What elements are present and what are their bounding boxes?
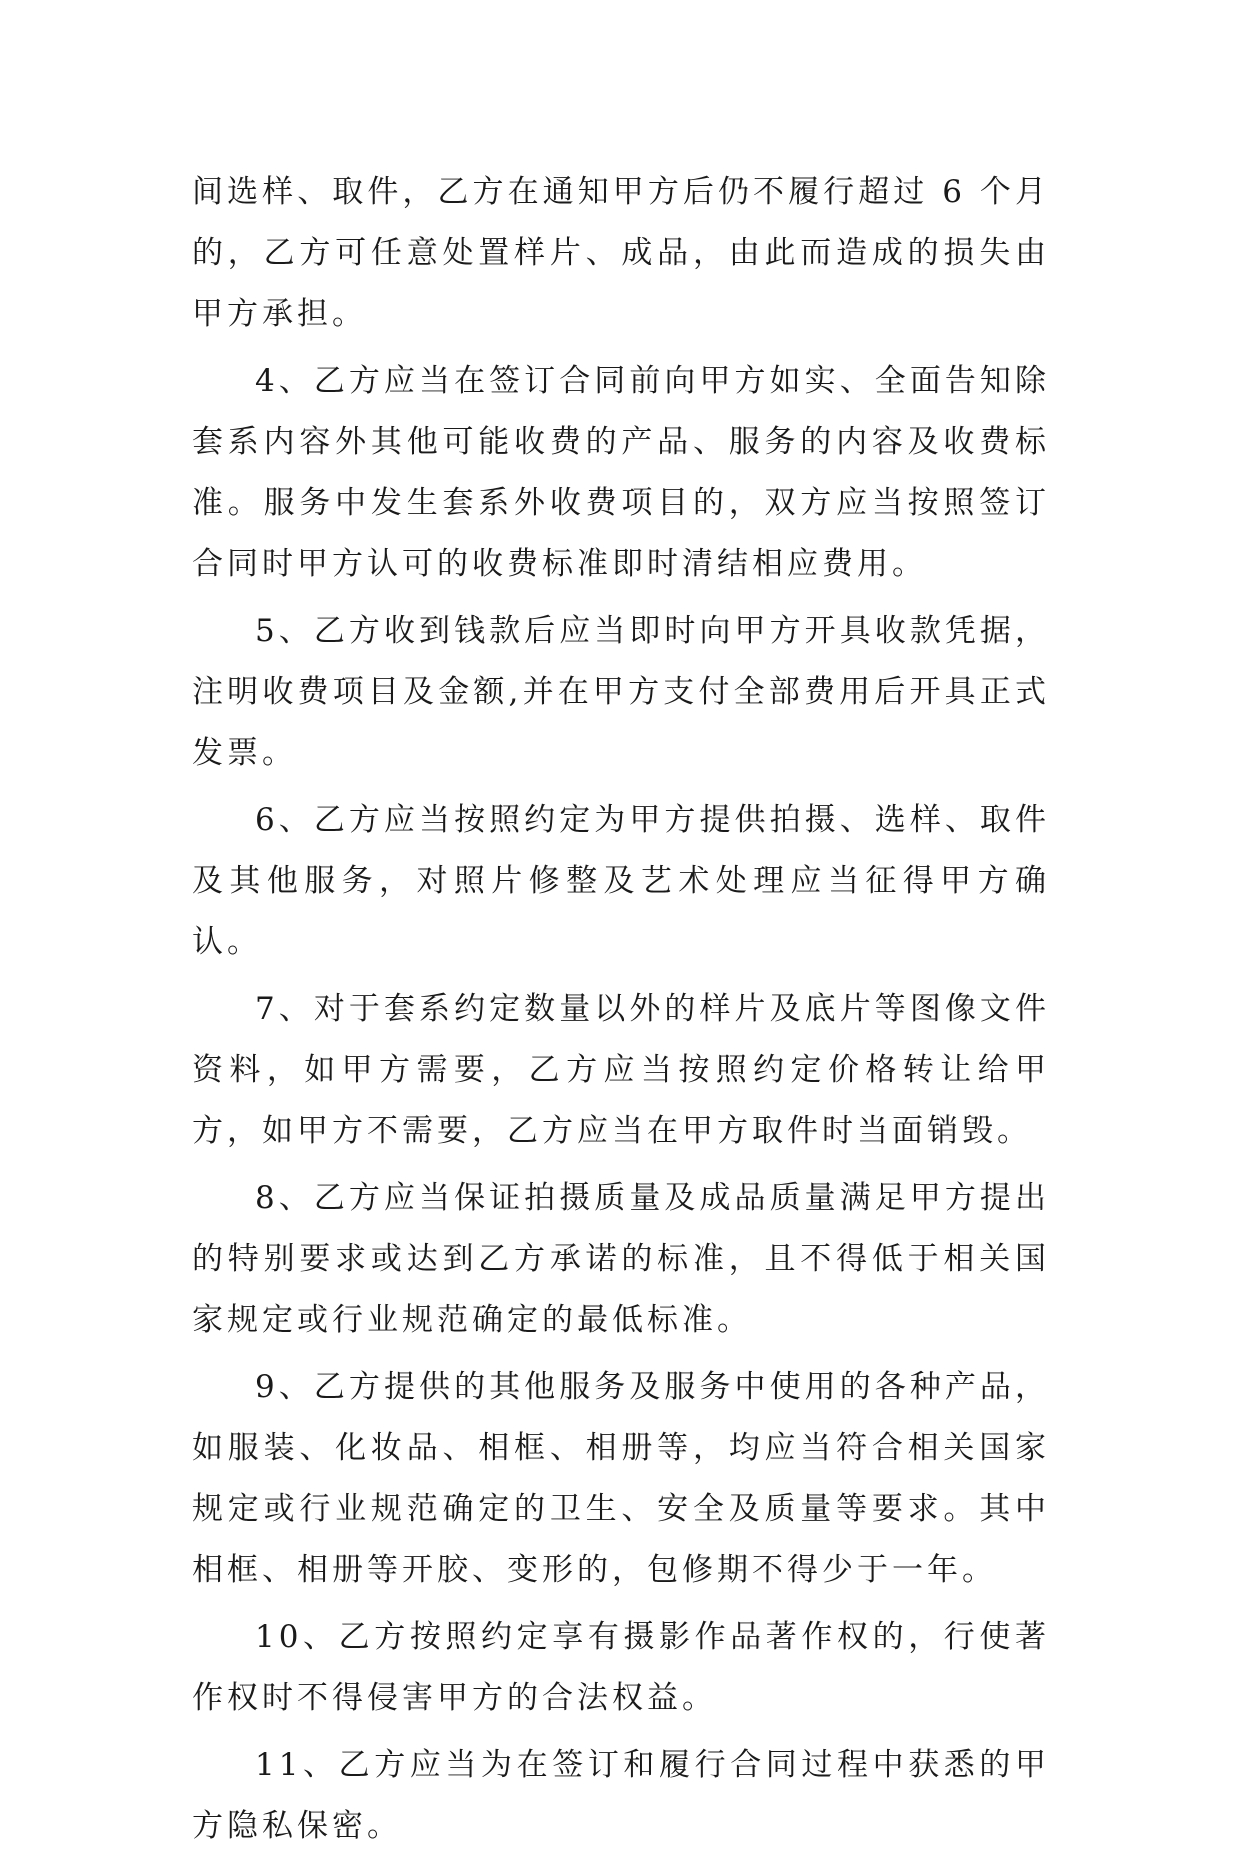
clause-11: 11、乙方应当为在签订和履行合同过程中获悉的甲方隐私保密。: [192, 1747, 1050, 1844]
clause-5: 5、乙方收到钱款后应当即时向甲方开具收款凭据，注明收费项目及金额,并在甲方支付全部费用后开具正式发票。: [192, 613, 1050, 771]
clause-10: 10、乙方按照约定享有摄影作品著作权的，行使著作权时不得侵害甲方的合法权益。: [192, 1619, 1050, 1716]
clause-7: 7、对于套系约定数量以外的样片及底片等图像文件资料，如甲方需要，乙方应当按照约定价格转让给甲方，如甲方不需要，乙方应当在甲方取件时当面销毁。: [192, 991, 1050, 1149]
clause-6: 6、乙方应当按照约定为甲方提供拍摄、选样、取件及其他服务，对照片修整及艺术处理应当征得甲方确认。: [192, 802, 1050, 960]
clause-8: 8、乙方应当保证拍摄质量及成品质量满足甲方提出的特别要求或达到乙方承诺的标准，且不得低于相关国家规定或行业规范确定的最低标准。: [192, 1180, 1050, 1338]
clause-9: 9、乙方提供的其他服务及服务中使用的各种产品，如服装、化妆品、相框、相册等，均应当符合相关国家规定或行业规范确定的卫生、安全及质量等要求。其中相框、相册等开胶、变形的，包修期不得少于一年。: [192, 1369, 1050, 1588]
document-body: [192, 162, 1050, 1857]
clause-4: 4、乙方应当在签订合同前向甲方如实、全面告知除套系内容外其他可能收费的产品、服务的内容及收费标准。服务中发生套系外收费项目的，双方应当按照签订合同时甲方认可的收费标准即时清结相应费用。: [192, 363, 1050, 582]
paragraph-continuation: 间选样、取件，乙方在通知甲方后仍不履行超过 6 个月的，乙方可任意处置样片、成品，由此而造成的损失由甲方承担。: [192, 174, 1050, 332]
